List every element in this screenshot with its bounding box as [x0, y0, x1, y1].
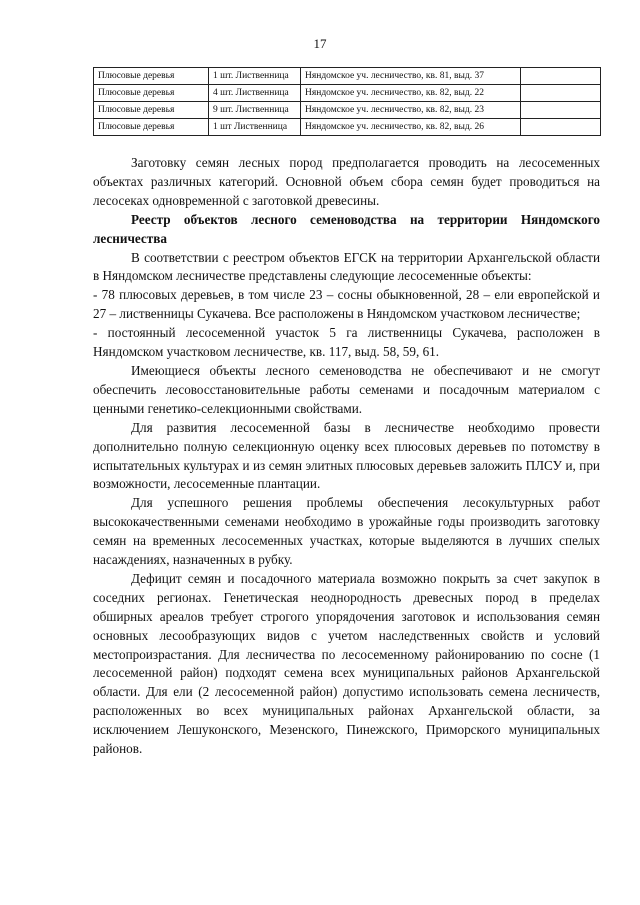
seed-objects-table	[93, 67, 601, 136]
table-cell	[521, 102, 601, 119]
table-row	[94, 85, 601, 102]
table-cell: Няндомское уч. лесничество, кв. 82, выд. 23	[301, 102, 521, 119]
list-item-plus-trees: - 78 плюсовых деревьев, в том числе 23 – сосны обыкновенной, 28 – ели европейской и 27 – лиственницы Сукачева. Все расположены в Няндомском участковом лесничестве;	[93, 287, 600, 322]
table-cell: Плюсовые деревья	[94, 102, 209, 119]
page-number: 17	[313, 36, 327, 51]
table-cell: Плюсовые деревья	[94, 85, 209, 102]
table-row	[94, 68, 601, 85]
table-cell: Плюсовые деревья	[94, 68, 209, 85]
table-cell: Няндомское уч. лесничество, кв. 82, выд. 22	[301, 85, 521, 102]
table-row	[94, 102, 601, 119]
table-cell: 1 шт. Лиственница	[209, 68, 301, 85]
paragraph-development: Для развития лесосеменной базы в лесничестве необходимо провести дополнительно полную селекционную оценку всех плюсовых деревьев по потомству в испытательных культурах и из семян элитных плюсовых деревьев заложить ПЛСУ и, при возможности, лесосеменные плантации.	[93, 419, 600, 492]
paragraph-registry: В соответствии с реестром объектов ЕГСК на территории Архангельской области в Няндомском лесничестве представлены следующие лесосеменные объекты:	[93, 249, 600, 284]
paragraph-seed-harvesting: Заготовку семян лесных пород предполагается проводить на лесосеменных объектах различных категорий. Основной объем сбора семян будет проводиться на лесосеках одновременной с заготовкой древесины.	[93, 155, 600, 208]
body-text	[93, 154, 600, 759]
section-heading: Реестр объектов лесного семеноводства на территории Няндомского лесничества	[93, 211, 600, 246]
table-cell: 1 шт Лиственница	[209, 119, 301, 136]
list-item-seed-plot: - постоянный лесосеменной участок 5 га лиственницы Сукачева, расположен в Няндомском участковом лесничестве, кв. 117, выд. 58, 59, 61.	[93, 325, 600, 360]
table-cell	[521, 119, 601, 136]
table-cell: Плюсовые деревья	[94, 119, 209, 136]
table-cell: Няндомское уч. лесничество, кв. 81, выд. 37	[301, 68, 521, 85]
table-cell	[521, 85, 601, 102]
table-cell: 9 шт. Лиственница	[209, 102, 301, 119]
table-cell: 4 шт. Лиственница	[209, 85, 301, 102]
paragraph-temporary-plots: Для успешного решения проблемы обеспечения лесокультурных работ высококачественными семенами необходимо в урожайные годы производить заготовку семян на временных лесосеменных участках, которые выделяются в лучших спелых насаждениях, назначенных в рубку.	[93, 495, 600, 568]
table-cell	[521, 68, 601, 85]
paragraph-deficit: Дефицит семян и посадочного материала возможно покрыть за счет закупок в соседних регионах. Генетическая неоднородность древесных пород в пределах обширных ареалов требует строгого упорядочения заготовок и использования семян основных лесообразующих видов с учетом наследственных свойств и условий местопроизрастания. Для лесничества по лесосеменному районированию по сосне (1 лесосеменной район) подходят семена всех муниципальных районов Архангельской области. Для ели (2 лесосеменной район) допустимо использовать семена лесничеств, расположенных во всех муниципальных районах Архангельской области, за исключением Лешуконского, Мезенского, Пинежского, Приморского муниципальных районов.	[93, 570, 600, 757]
table-row	[94, 119, 601, 136]
table-cell: Няндомское уч. лесничество, кв. 82, выд. 26	[301, 119, 521, 136]
paragraph-insufficiency: Имеющиеся объекты лесного семеноводства не обеспечивают и не смогут обеспечить лесовосстановительные работы семенами и посадочным материалом с ценными генетико-селекционными свойствами.	[93, 362, 600, 416]
